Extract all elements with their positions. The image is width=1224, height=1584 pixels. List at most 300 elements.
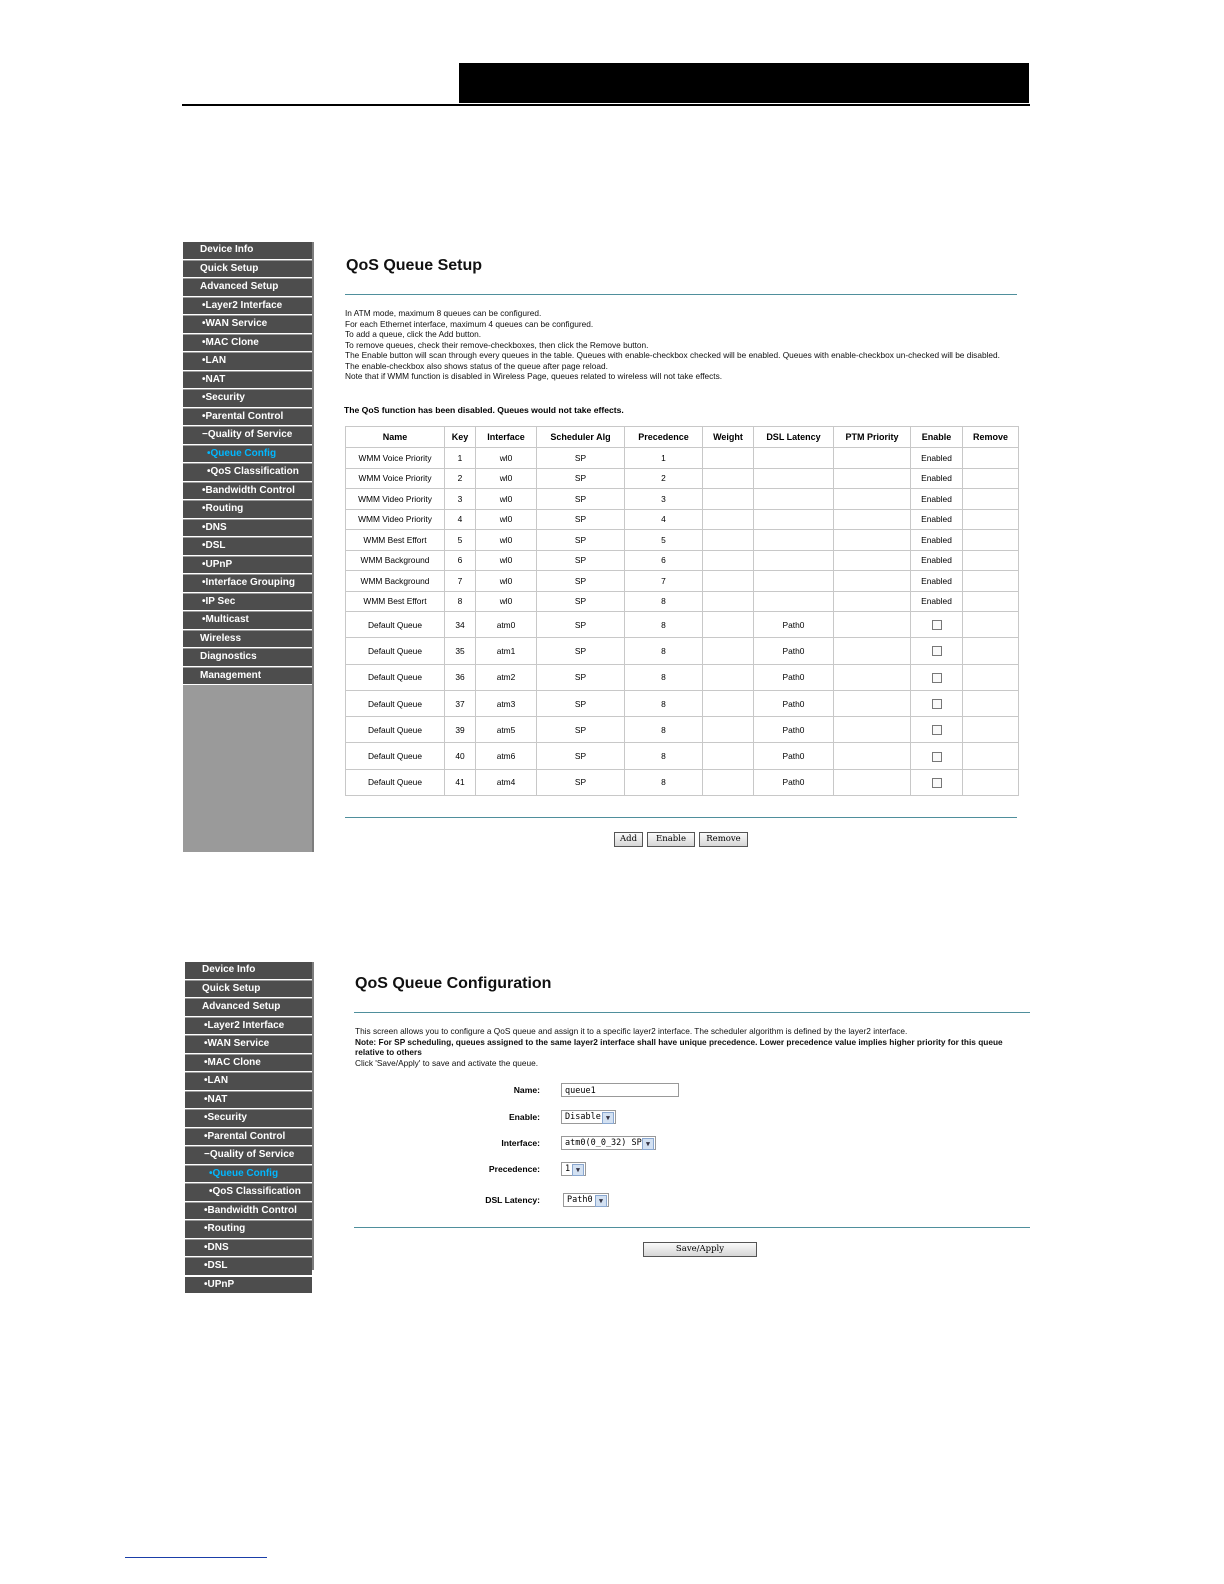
cell-precedence: 8 bbox=[625, 591, 703, 612]
sidebar-item-wan-service[interactable] bbox=[183, 316, 312, 334]
cell-ptm-priority bbox=[834, 468, 911, 489]
cell-remove bbox=[963, 717, 1019, 743]
cell-precedence: 8 bbox=[625, 743, 703, 769]
instruction-line: The Enable button will scan through every queues in the table. Queues with enable-checkbox checked will be enabled. Queues with enable-checkbox un-checked will be disabled. bbox=[345, 350, 1000, 360]
sidebar-item-label: Layer2 Interface bbox=[207, 1019, 285, 1031]
sidebar-item-label: Security bbox=[207, 1112, 247, 1123]
col-header-scheduler-alg: Scheduler Alg bbox=[537, 427, 625, 448]
cell-ptm-priority bbox=[834, 509, 911, 530]
sidebar-item-label: WAN Service bbox=[207, 1038, 270, 1049]
cell-weight bbox=[703, 448, 754, 469]
cell-remove bbox=[963, 509, 1019, 530]
cell-interface: atm3 bbox=[476, 690, 537, 716]
sidebar-item-dns[interactable] bbox=[185, 1240, 312, 1258]
cell-name: Default Queue bbox=[346, 612, 445, 638]
cell-name: WMM Best Effort bbox=[346, 591, 445, 612]
sidebar-item-queue-config[interactable] bbox=[185, 1166, 312, 1184]
queue-name-input[interactable]: queue1 bbox=[561, 1083, 679, 1097]
cell-weight bbox=[703, 690, 754, 716]
cell-name: Default Queue bbox=[346, 690, 445, 716]
cell-weight bbox=[703, 550, 754, 571]
cell-interface: atm6 bbox=[476, 743, 537, 769]
precedence-select-value: 1 bbox=[565, 1164, 571, 1174]
col-header-enable: Enable bbox=[911, 427, 963, 448]
col-header-interface: Interface bbox=[476, 427, 537, 448]
bullet-icon: • bbox=[202, 540, 206, 551]
sidebar-item-layer2-interface[interactable] bbox=[185, 1018, 312, 1036]
sidebar-item-upnp[interactable] bbox=[183, 557, 312, 575]
document-header-bar bbox=[459, 63, 1029, 103]
table-header-row bbox=[346, 427, 1019, 448]
page-title: QoS Queue Setup bbox=[346, 257, 483, 274]
cell-ptm-priority bbox=[834, 769, 911, 795]
bullet-icon: • bbox=[204, 1278, 208, 1290]
cell-interface: wl0 bbox=[476, 448, 537, 469]
cell-enable bbox=[911, 690, 963, 716]
table-row bbox=[346, 690, 1019, 716]
precedence-select[interactable] bbox=[561, 1162, 586, 1176]
cell-weight bbox=[703, 717, 754, 743]
enable-label: Enable: bbox=[508, 1112, 540, 1122]
instruction-line: Click 'Save/Apply' to save and activate the queue. bbox=[355, 1057, 539, 1068]
bullet-icon: • bbox=[202, 484, 206, 496]
chevron-down-icon: ▼ bbox=[642, 1138, 654, 1150]
add-button[interactable]: Add bbox=[614, 832, 643, 847]
enable-checkbox[interactable] bbox=[932, 673, 942, 683]
cell-weight bbox=[703, 612, 754, 638]
page-title: QoS Queue Configuration bbox=[355, 975, 552, 992]
bullet-icon: • bbox=[204, 1223, 208, 1234]
cell-key: 8 bbox=[445, 591, 476, 612]
table-row bbox=[346, 638, 1019, 664]
col-header-key: Key bbox=[445, 427, 476, 448]
enable-select[interactable] bbox=[561, 1110, 616, 1124]
cell-dsl-latency bbox=[754, 571, 834, 592]
cell-interface: atm4 bbox=[476, 769, 537, 795]
sidebar-item-nat[interactable] bbox=[185, 1092, 312, 1110]
cell-precedence: 8 bbox=[625, 664, 703, 690]
cell-key: 6 bbox=[445, 550, 476, 571]
cell-interface: wl0 bbox=[476, 550, 537, 571]
cell-precedence: 5 bbox=[625, 530, 703, 551]
cell-ptm-priority bbox=[834, 717, 911, 743]
cell-key: 3 bbox=[445, 489, 476, 510]
sidebar-item-label: NAT bbox=[205, 373, 226, 385]
table-row bbox=[346, 769, 1019, 795]
instructions bbox=[345, 308, 1005, 382]
cell-name: WMM Background bbox=[346, 550, 445, 571]
cell-precedence: 6 bbox=[625, 550, 703, 571]
cell-ptm-priority bbox=[834, 664, 911, 690]
cell-interface: wl0 bbox=[476, 571, 537, 592]
col-header-ptm-priority: PTM Priority bbox=[834, 427, 911, 448]
bullet-icon: • bbox=[204, 1130, 208, 1142]
sidebar-item-label: UPnP bbox=[207, 1278, 235, 1290]
table-row bbox=[346, 591, 1019, 612]
sidebar-item-diagnostics[interactable]: Diagnostics bbox=[183, 649, 312, 667]
cell-key: 41 bbox=[445, 769, 476, 795]
cell-interface: wl0 bbox=[476, 509, 537, 530]
qos-queue-setup-screenshot bbox=[183, 242, 1030, 852]
sidebar-item-label: QoS Classification bbox=[210, 466, 299, 477]
col-header-name: Name bbox=[346, 427, 445, 448]
sidebar-item-wan-service[interactable] bbox=[185, 1036, 312, 1054]
cell-name: WMM Video Priority bbox=[346, 489, 445, 510]
cell-precedence: 3 bbox=[625, 489, 703, 510]
cell-scheduler-alg: SP bbox=[537, 571, 625, 592]
sidebar-item-bandwidth-control[interactable] bbox=[183, 483, 312, 501]
cell-remove bbox=[963, 769, 1019, 795]
sidebar-item-label: Quality of Service bbox=[209, 1149, 295, 1160]
sidebar-item-label: MAC Clone bbox=[205, 336, 259, 348]
sidebar-item-label: Parental Control bbox=[205, 410, 284, 422]
sidebar-item-dns[interactable] bbox=[183, 520, 312, 538]
sidebar-item-security[interactable] bbox=[185, 1110, 312, 1128]
sidebar-nav bbox=[183, 242, 314, 852]
cell-scheduler-alg: SP bbox=[537, 690, 625, 716]
cell-interface: atm5 bbox=[476, 717, 537, 743]
chevron-down-icon: ▼ bbox=[602, 1112, 614, 1124]
sidebar-item-label: MAC Clone bbox=[207, 1056, 261, 1068]
instruction-line: Note that if WMM function is disabled in Wireless Page, queues related to wireless will not take effects. bbox=[345, 371, 723, 381]
cell-dsl-latency: Path0 bbox=[754, 612, 834, 638]
table-row bbox=[346, 530, 1019, 551]
cell-scheduler-alg: SP bbox=[537, 550, 625, 571]
bullet-icon: • bbox=[202, 595, 206, 607]
cell-name: Default Queue bbox=[346, 769, 445, 795]
sidebar-item-parental-control[interactable] bbox=[183, 409, 312, 427]
enable-select-value: Disable bbox=[565, 1112, 601, 1122]
enable-checkbox[interactable] bbox=[932, 646, 942, 656]
bullet-icon: • bbox=[202, 373, 206, 385]
bullet-icon: • bbox=[204, 1241, 208, 1253]
sidebar-item-label: Parental Control bbox=[207, 1130, 286, 1142]
cell-weight bbox=[703, 664, 754, 690]
cell-name: WMM Best Effort bbox=[346, 530, 445, 551]
cell-key: 39 bbox=[445, 717, 476, 743]
cell-key: 35 bbox=[445, 638, 476, 664]
sidebar-item-bandwidth-control[interactable] bbox=[185, 1203, 312, 1221]
sidebar-item-dsl[interactable] bbox=[185, 1258, 312, 1276]
sidebar-item-wireless[interactable]: Wireless bbox=[183, 631, 312, 649]
sidebar-item-quick-setup[interactable]: Quick Setup bbox=[183, 261, 312, 279]
enable-checkbox[interactable] bbox=[932, 725, 942, 735]
main-content bbox=[314, 242, 1030, 852]
sidebar-item-label: NAT bbox=[207, 1093, 228, 1105]
cell-dsl-latency bbox=[754, 509, 834, 530]
cell-ptm-priority bbox=[834, 530, 911, 551]
cell-interface: wl0 bbox=[476, 489, 537, 510]
cell-scheduler-alg: SP bbox=[537, 591, 625, 612]
document-header-rule bbox=[182, 104, 1030, 106]
cell-precedence: 8 bbox=[625, 690, 703, 716]
table-row bbox=[346, 664, 1019, 690]
cell-precedence: 4 bbox=[625, 509, 703, 530]
sidebar-item-label: Multicast bbox=[205, 614, 249, 625]
sidebar-item-label: WAN Service bbox=[205, 318, 268, 329]
interface-label: Interface: bbox=[501, 1138, 540, 1148]
cell-ptm-priority bbox=[834, 612, 911, 638]
bullet-icon: • bbox=[204, 1075, 208, 1086]
cell-precedence: 8 bbox=[625, 769, 703, 795]
cell-ptm-priority bbox=[834, 690, 911, 716]
bullet-icon: • bbox=[202, 318, 206, 329]
instruction-line: In ATM mode, maximum 8 queues can be configured. bbox=[345, 308, 542, 318]
cell-remove bbox=[963, 638, 1019, 664]
cell-enable: Enabled bbox=[911, 468, 963, 489]
cell-remove bbox=[963, 664, 1019, 690]
queue-table bbox=[345, 426, 1019, 796]
cell-enable: Enabled bbox=[911, 530, 963, 551]
sidebar-item-device-info[interactable]: Device Info bbox=[185, 962, 312, 980]
bullet-icon: • bbox=[202, 614, 206, 625]
cell-enable: Enabled bbox=[911, 550, 963, 571]
sidebar-item-advanced-setup[interactable]: Advanced Setup bbox=[183, 279, 312, 297]
cell-interface: atm2 bbox=[476, 664, 537, 690]
cell-enable bbox=[911, 743, 963, 769]
sidebar-item-quick-setup[interactable]: Quick Setup bbox=[185, 981, 312, 999]
cell-dsl-latency: Path0 bbox=[754, 664, 834, 690]
cell-scheduler-alg: SP bbox=[537, 489, 625, 510]
cell-dsl-latency: Path0 bbox=[754, 717, 834, 743]
col-header-dsl-latency: DSL Latency bbox=[754, 427, 834, 448]
cell-enable bbox=[911, 717, 963, 743]
sidebar-item-label: DSL bbox=[205, 540, 226, 551]
instruction-line: The enable-checkbox also shows status of the queue after page reload. bbox=[345, 360, 608, 371]
cell-dsl-latency bbox=[754, 550, 834, 571]
cell-remove bbox=[963, 489, 1019, 510]
sidebar-item-parental-control[interactable] bbox=[185, 1129, 312, 1147]
cell-weight bbox=[703, 743, 754, 769]
sidebar-item-nat[interactable] bbox=[183, 372, 312, 390]
dsl-latency-select[interactable] bbox=[563, 1193, 609, 1207]
bullet-icon: • bbox=[202, 336, 206, 348]
bottom-divider bbox=[345, 817, 1017, 818]
sidebar-item-queue-config[interactable] bbox=[183, 446, 312, 464]
sidebar-item-label: Interface Grouping bbox=[205, 577, 295, 588]
cell-ptm-priority bbox=[834, 571, 911, 592]
cell-interface: wl0 bbox=[476, 468, 537, 489]
bullet-icon: • bbox=[207, 466, 211, 477]
cell-key: 4 bbox=[445, 509, 476, 530]
main-content bbox=[314, 962, 1030, 1270]
instruction-line: To add a queue, click the Add button. bbox=[345, 329, 482, 339]
dsl-latency-select-value: Path0 bbox=[567, 1195, 593, 1205]
cell-dsl-latency bbox=[754, 489, 834, 510]
dsl-latency-label: DSL Latency: bbox=[485, 1195, 540, 1205]
cell-remove bbox=[963, 690, 1019, 716]
sidebar-item-lan[interactable] bbox=[183, 353, 312, 371]
sidebar-item-lan[interactable] bbox=[185, 1073, 312, 1091]
cell-name: WMM Voice Priority bbox=[346, 468, 445, 489]
save-apply-button[interactable]: Save/Apply bbox=[643, 1242, 757, 1257]
cell-enable bbox=[911, 638, 963, 664]
sidebar-item-management[interactable]: Management bbox=[183, 668, 312, 686]
cell-scheduler-alg: SP bbox=[537, 743, 625, 769]
bullet-icon: • bbox=[202, 503, 206, 514]
cell-ptm-priority bbox=[834, 743, 911, 769]
bullet-icon: • bbox=[202, 392, 206, 403]
sidebar-item-upnp[interactable] bbox=[185, 1277, 312, 1295]
table-row bbox=[346, 571, 1019, 592]
bullet-icon: • bbox=[202, 299, 206, 311]
cell-ptm-priority bbox=[834, 448, 911, 469]
cell-key: 2 bbox=[445, 468, 476, 489]
cell-weight bbox=[703, 509, 754, 530]
cell-remove bbox=[963, 530, 1019, 551]
cell-precedence: 8 bbox=[625, 612, 703, 638]
sidebar-nav bbox=[185, 962, 314, 1290]
enable-checkbox[interactable] bbox=[932, 620, 942, 630]
cell-enable: Enabled bbox=[911, 591, 963, 612]
cell-dsl-latency bbox=[754, 530, 834, 551]
bullet-icon: • bbox=[204, 1019, 208, 1031]
cell-remove bbox=[963, 468, 1019, 489]
chevron-down-icon: ▼ bbox=[572, 1164, 584, 1176]
table-row bbox=[346, 612, 1019, 638]
sidebar-item-routing[interactable] bbox=[185, 1221, 312, 1239]
cell-weight bbox=[703, 769, 754, 795]
sidebar-item-interface-grouping[interactable] bbox=[183, 575, 312, 593]
bullet-icon: • bbox=[202, 558, 206, 570]
bullet-icon: • bbox=[204, 1056, 208, 1068]
cell-interface: wl0 bbox=[476, 591, 537, 612]
cell-scheduler-alg: SP bbox=[537, 664, 625, 690]
cell-enable: Enabled bbox=[911, 571, 963, 592]
sidebar-item-multicast[interactable] bbox=[183, 612, 312, 630]
minus-icon: − bbox=[204, 1149, 210, 1160]
cell-ptm-priority bbox=[834, 550, 911, 571]
table-row bbox=[346, 489, 1019, 510]
remove-button[interactable]: Remove bbox=[699, 832, 748, 847]
cell-enable: Enabled bbox=[911, 448, 963, 469]
cell-dsl-latency: Path0 bbox=[754, 743, 834, 769]
sidebar-item-security[interactable] bbox=[183, 390, 312, 408]
enable-checkbox[interactable] bbox=[932, 752, 942, 762]
cell-key: 37 bbox=[445, 690, 476, 716]
cell-key: 5 bbox=[445, 530, 476, 551]
sidebar-item-label: DNS bbox=[207, 1241, 229, 1253]
cell-key: 34 bbox=[445, 612, 476, 638]
cell-remove bbox=[963, 612, 1019, 638]
chevron-down-icon: ▼ bbox=[595, 1195, 607, 1207]
sidebar-item-mac-clone[interactable] bbox=[183, 335, 312, 353]
cell-enable bbox=[911, 664, 963, 690]
cell-interface: atm1 bbox=[476, 638, 537, 664]
sidebar-item-label: DNS bbox=[205, 521, 227, 533]
enable-checkbox[interactable] bbox=[932, 699, 942, 709]
cell-scheduler-alg: SP bbox=[537, 717, 625, 743]
cell-precedence: 2 bbox=[625, 468, 703, 489]
cell-name: WMM Voice Priority bbox=[346, 448, 445, 469]
cell-scheduler-alg: SP bbox=[537, 468, 625, 489]
cell-weight bbox=[703, 591, 754, 612]
cell-precedence: 8 bbox=[625, 717, 703, 743]
sidebar-item-label: QoS Classification bbox=[212, 1186, 301, 1197]
instruction-note: Note: For SP scheduling, queues assigned to the same layer2 interface shall have unique precedence. Lower precedence value implies higher priority for this queue relative to others bbox=[355, 1036, 1003, 1057]
cell-name: Default Queue bbox=[346, 743, 445, 769]
sidebar-item-device-info[interactable]: Device Info bbox=[183, 242, 312, 260]
cell-ptm-priority bbox=[834, 591, 911, 612]
instruction-line: To remove queues, check their remove-checkboxes, then click the Remove button. bbox=[345, 339, 649, 350]
minus-icon: − bbox=[202, 429, 208, 440]
cell-enable bbox=[911, 612, 963, 638]
cell-dsl-latency bbox=[754, 468, 834, 489]
sidebar-item-qos-classification[interactable] bbox=[185, 1184, 312, 1202]
table-row bbox=[346, 550, 1019, 571]
sidebar-item-label: Queue Config bbox=[210, 447, 277, 459]
sidebar-item-label: Quality of Service bbox=[207, 429, 293, 440]
sidebar-item-mac-clone[interactable] bbox=[185, 1055, 312, 1073]
bullet-icon: • bbox=[204, 1038, 208, 1049]
sidebar-item-routing[interactable] bbox=[183, 501, 312, 519]
col-header-weight: Weight bbox=[703, 427, 754, 448]
cell-scheduler-alg: SP bbox=[537, 769, 625, 795]
cell-key: 40 bbox=[445, 743, 476, 769]
sidebar-item-label: IP Sec bbox=[205, 595, 236, 607]
bullet-icon: • bbox=[209, 1186, 213, 1197]
bullet-icon: • bbox=[209, 1167, 213, 1179]
bullet-icon: • bbox=[204, 1260, 208, 1271]
title-divider bbox=[345, 294, 1017, 295]
sidebar-item-label: Routing bbox=[207, 1223, 246, 1234]
table-row bbox=[346, 717, 1019, 743]
bullet-icon: • bbox=[207, 447, 211, 459]
sidebar-item-quality-of-service[interactable] bbox=[183, 427, 312, 445]
bullet-icon: • bbox=[202, 355, 206, 366]
sidebar-item-qos-classification[interactable] bbox=[183, 464, 312, 482]
instruction-line: This screen allows you to configure a QoS queue and assign it to a specific layer2 interface. The scheduler algorithm is defined by the layer2 interface. bbox=[355, 1026, 908, 1036]
enable-checkbox[interactable] bbox=[932, 778, 942, 788]
sidebar-item-label: LAN bbox=[205, 355, 227, 366]
sidebar-item-label: LAN bbox=[207, 1075, 229, 1086]
table-row bbox=[346, 468, 1019, 489]
cell-name: Default Queue bbox=[346, 638, 445, 664]
sidebar-item-layer2-interface[interactable] bbox=[183, 298, 312, 316]
col-header-remove: Remove bbox=[963, 427, 1019, 448]
sidebar-item-ipsec[interactable] bbox=[183, 594, 312, 612]
sidebar-item-label: Security bbox=[205, 392, 245, 403]
bullet-icon: • bbox=[204, 1112, 208, 1123]
cell-scheduler-alg: SP bbox=[537, 638, 625, 664]
cell-dsl-latency bbox=[754, 448, 834, 469]
cell-ptm-priority bbox=[834, 638, 911, 664]
table-row bbox=[346, 448, 1019, 469]
cell-name: Default Queue bbox=[346, 664, 445, 690]
cell-enable: Enabled bbox=[911, 489, 963, 510]
bullet-icon: • bbox=[202, 410, 206, 422]
cell-weight bbox=[703, 571, 754, 592]
sidebar-item-advanced-setup[interactable]: Advanced Setup bbox=[185, 999, 312, 1017]
sidebar-item-dsl[interactable] bbox=[183, 538, 312, 556]
instructions bbox=[355, 1026, 1025, 1068]
cell-weight bbox=[703, 468, 754, 489]
document-footer-link-underline bbox=[125, 1557, 267, 1558]
bottom-divider bbox=[354, 1227, 1030, 1228]
table-row bbox=[346, 509, 1019, 530]
cell-precedence: 1 bbox=[625, 448, 703, 469]
sidebar-item-label: Bandwidth Control bbox=[205, 484, 295, 496]
cell-dsl-latency bbox=[754, 591, 834, 612]
bullet-icon: • bbox=[202, 577, 206, 588]
cell-weight bbox=[703, 530, 754, 551]
qos-disabled-warning: The QoS function has been disabled. Queues would not take effects. bbox=[344, 405, 624, 415]
cell-enable: Enabled bbox=[911, 509, 963, 530]
sidebar-item-quality-of-service[interactable] bbox=[185, 1147, 312, 1165]
interface-select[interactable] bbox=[561, 1136, 656, 1150]
cell-dsl-latency: Path0 bbox=[754, 690, 834, 716]
enable-button[interactable]: Enable bbox=[647, 832, 695, 847]
